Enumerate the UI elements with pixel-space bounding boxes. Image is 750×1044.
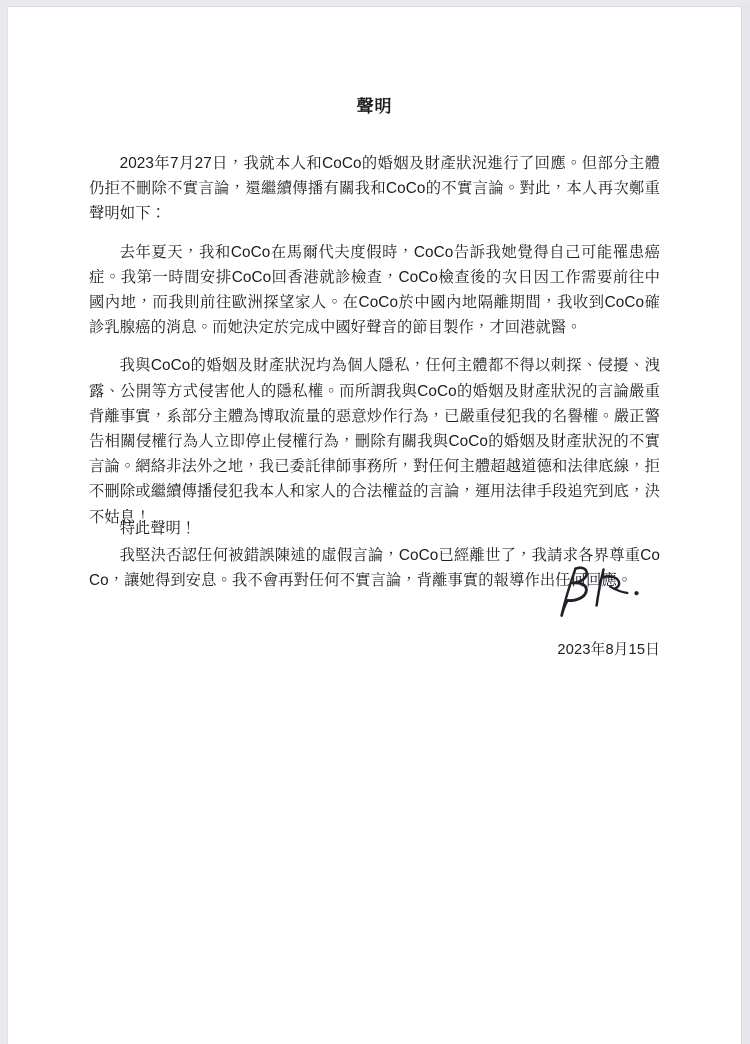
statement-paragraph-3: 我與CoCo的婚姻及財產狀況均為個人隱私，任何主體都不得以刺探、侵擾、洩露、公開等方式侵害他人的隱私權。而所謂我與CoCo的婚姻及財產狀況的言論嚴重背離事實，系部分主體為博取流量的惡意炒作行為，已嚴重侵犯我的名譽權。嚴正警告相關侵權行為人立即停止侵權行為，刪除有關我與CoCo的婚姻及財產狀況的不實言論。網絡非法外之地，我已委託律師事務所，對任何主體超越道德和法律底線，拒不刪除或繼續傳播侵犯我本人和家人的合法權益的言論，運用法律手段追究到底，決不姑息！: [89, 357, 660, 526]
page-inner-surface: [7, 6, 742, 1044]
page-title: 聲明: [356, 97, 393, 116]
signature-date: 2023年8月15日: [557, 642, 660, 658]
closing-statement: 特此聲明！: [119, 520, 197, 537]
handwritten-signature-icon: [548, 560, 652, 624]
statement-paragraph-4: 我堅決否認任何被錯誤陳述的虛假言論，CoCo已經離世了，我請求各界尊重CoCo，讓她得到安息。我不會再對任何不實言論，背離事實的報導作出任何回應。: [89, 546, 660, 590]
signature-block: [89, 560, 660, 665]
statement-paragraph-2: 去年夏天，我和CoCo在馬爾代夫度假時，CoCo告訴我她覺得自己可能罹患癌症。我第一時間安排CoCo回香港就診檢查，CoCo檢查後的次日因工作需要前往中國內地，而我則前往歐洲探望家人。在CoCo於中國內地隔離期間，我收到CoCo確診乳腺癌的消息。而她決定於完成中國好聲音的節目製作，才回港就醫。: [89, 243, 660, 337]
statement-paragraph-1: 2023年7月27日，我就本人和CoCo的婚姻及財產狀況進行了回應。但部分主體仍拒不刪除不實言論，還繼續傳播有關我和CoCo的不實言論。對此，本人再次鄭重聲明如下：: [89, 155, 660, 223]
